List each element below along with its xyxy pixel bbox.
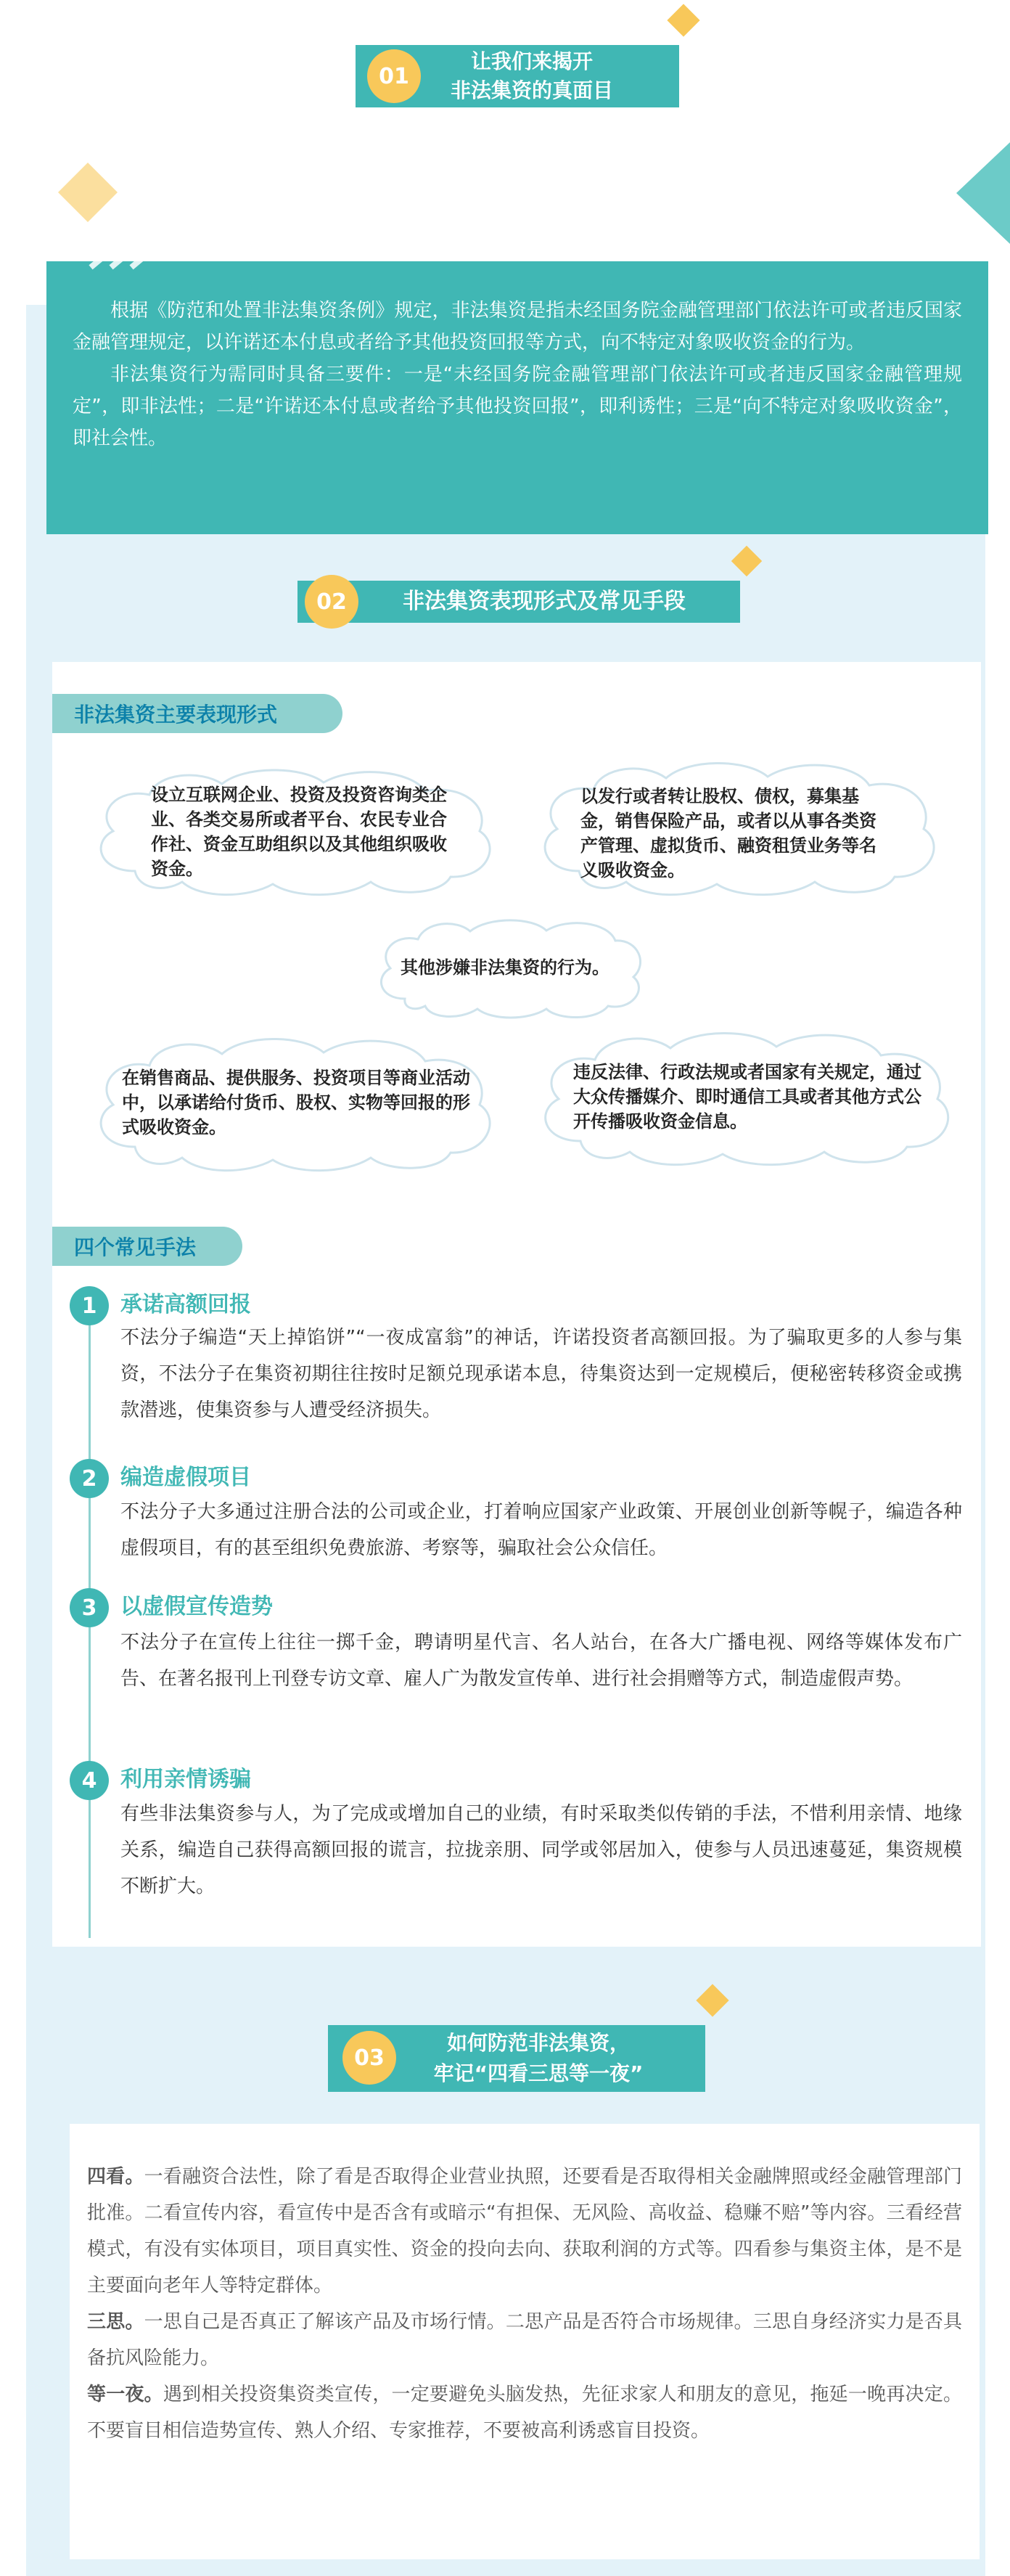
- chevron-icon: [106, 240, 123, 269]
- cloud-form-4: [84, 1031, 505, 1176]
- section3-title-line1: 如何防范非法集资，: [446, 2031, 630, 2055]
- cloud-form-1-text: 设立互联网企业、投资及投资咨询类企业、各类交易所或者平台、农民专业合作社、资金互助组织以及其他组织吸收资金。: [151, 785, 447, 879]
- cloud-form-3: [369, 913, 644, 1022]
- diamond-decoration: [667, 4, 699, 36]
- four-look-paragraph: [87, 2159, 962, 2304]
- cloud-form-5: [528, 1025, 964, 1170]
- section3-content: [70, 2138, 980, 2449]
- three-think-body: 一思自己是否真正了解该产品及市场行情。二思产品是否符合市场规律。三思自身经济实力是否具备抗风险能力。: [87, 2311, 962, 2369]
- method-3-title: 以虚假宣传造势: [120, 1594, 273, 1619]
- section1-number-badge: 01: [367, 49, 421, 103]
- method-2-title: 编造虚假项目: [120, 1465, 251, 1490]
- method-4-number: 4: [70, 1761, 109, 1800]
- chevron-decoration: [86, 240, 147, 269]
- wait-one-night-body: 遇到相关投资集资类宣传，一定要避免头脑发热，先征求家人和朋友的意见，拖延一晚再决定。不要盲目相信造势宣传、熟人介绍、专家推荐，不要被高利诱惑盲目投资。: [87, 2384, 962, 2442]
- cloud-form-1: [84, 762, 505, 900]
- method-4-title: 利用亲情诱骗: [120, 1767, 251, 1792]
- section1-title-line1: 让我们来揭开: [470, 49, 593, 73]
- wait-one-night-heading: 等一夜。: [87, 2384, 163, 2405]
- intro-paragraph-definition: 根据《防范和处置非法集资条例》规定，非法集资是指未经国务院金融管理部门依法许可或者违反国家金融管理规定，以许诺还本付息或者给予其他投资回报等方式，向不特定对象吸收资金的行为。: [73, 300, 962, 353]
- section2-title: 非法集资表现形式及常见手段: [403, 589, 686, 614]
- intro-definition-box: [46, 261, 988, 534]
- method-3-body: 不法分子在宣传上往往一掷千金，聘请明星代言、名人站台，在各大广播电视、网络等媒体发布广告、在著名报刊上刊登专访文章、雇人广为散发宣传单、进行社会捐赠等方式，制造虚假声势。: [120, 1632, 962, 1690]
- method-4-body: 有些非法集资参与人，为了完成或增加自己的业绩，有时采取类似传销的手法，不惜利用亲情、地缘关系，编造自己获得高额回报的谎言，拉拢亲朋、同学或邻居加入，使参与人员迅速蔓延，集资规模不断扩大。: [120, 1803, 962, 1897]
- intro-paragraph-elements: 非法集资行为需同时具备三要件：一是“未经国务院金融管理部门依法许可或者违反国家金融管理规定”，即非法性；二是“许诺还本付息或者给予其他投资回报”，即利诱性；三是“向不特定对象吸收资金”，即社会性。: [73, 364, 962, 449]
- section1-title-line2: 非法集资的真面目: [450, 78, 613, 102]
- three-think-paragraph: [87, 2304, 962, 2376]
- method-2-body: 不法分子大多通过注册合法的公司或企业，打着响应国家产业政策、开展创业创新等幌子，编造各种虚假项目，有的甚至组织免费旅游、考察等，骗取社会公众信任。: [120, 1501, 962, 1559]
- section2-number-badge: 02: [305, 575, 358, 629]
- four-look-body: 一看融资合法性，除了看是否取得企业营业执照，还要看是否取得相关金融牌照或经金融管理部门批准。二看宣传内容，看宣传中是否含有或暗示“有担保、无风险、高收益、稳赚不赔”等内容。三看经营模式，有没有实体项目，项目真实性、资金的投向去向、获取利润的方式等。四看参与集资主体，是不是主要面向老年人等特定群体。: [87, 2166, 962, 2297]
- cloud-form-4-text: 在销售商品、提供服务、投资项目等商业活动中，以承诺给付货币、股权、实物等回报的形式吸收资金。: [122, 1068, 470, 1137]
- section2-title-banner: [297, 581, 740, 623]
- method-1-number: 1: [70, 1286, 109, 1325]
- method-3-number: 3: [70, 1588, 109, 1627]
- cloud-form-5-text: 违反法律、行政法规或者国家有关规定，通过大众传播媒介、即时通信工具或者其他方式公开传播吸收资金信息。: [573, 1062, 921, 1132]
- diamond-decoration: [58, 163, 118, 222]
- cloud-form-3-text: 其他涉嫌非法集资的行为。: [401, 957, 609, 978]
- section3-title-line2: 牢记“四看三思等一夜”: [433, 2061, 644, 2085]
- method-1-body: 不法分子编造“天上掉馅饼”“一夜成富翁”的神话，许诺投资者高额回报。为了骗取更多的人参与集资，不法分子在集资初期往往按时足额兑现承诺本息，待集资达到一定规模后，便秘密转移资金或携款潜逃，使集资参与人遭受经济损失。: [120, 1327, 962, 1421]
- methods-label: 四个常见手法: [52, 1227, 242, 1266]
- three-think-heading: 三思。: [87, 2311, 144, 2333]
- four-look-heading: 四看。: [87, 2166, 144, 2188]
- cloud-form-2: [528, 755, 949, 900]
- forms-label: 非法集资主要表现形式: [52, 694, 342, 733]
- chevron-icon: [126, 240, 144, 269]
- method-1-title: 承诺高额回报: [120, 1292, 251, 1317]
- section3-number-badge: 03: [342, 2031, 396, 2085]
- chevron-icon: [86, 240, 103, 269]
- teal-triangle-decoration: [956, 142, 1010, 244]
- method-2-number: 2: [70, 1459, 109, 1498]
- cloud-form-2-text: 以发行或者转让股权、债权，募集基金，销售保险产品，或者以从事各类资产管理、虚拟货币、融资租赁业务等名义吸收资金。: [580, 786, 876, 880]
- wait-one-night-paragraph: [87, 2376, 962, 2449]
